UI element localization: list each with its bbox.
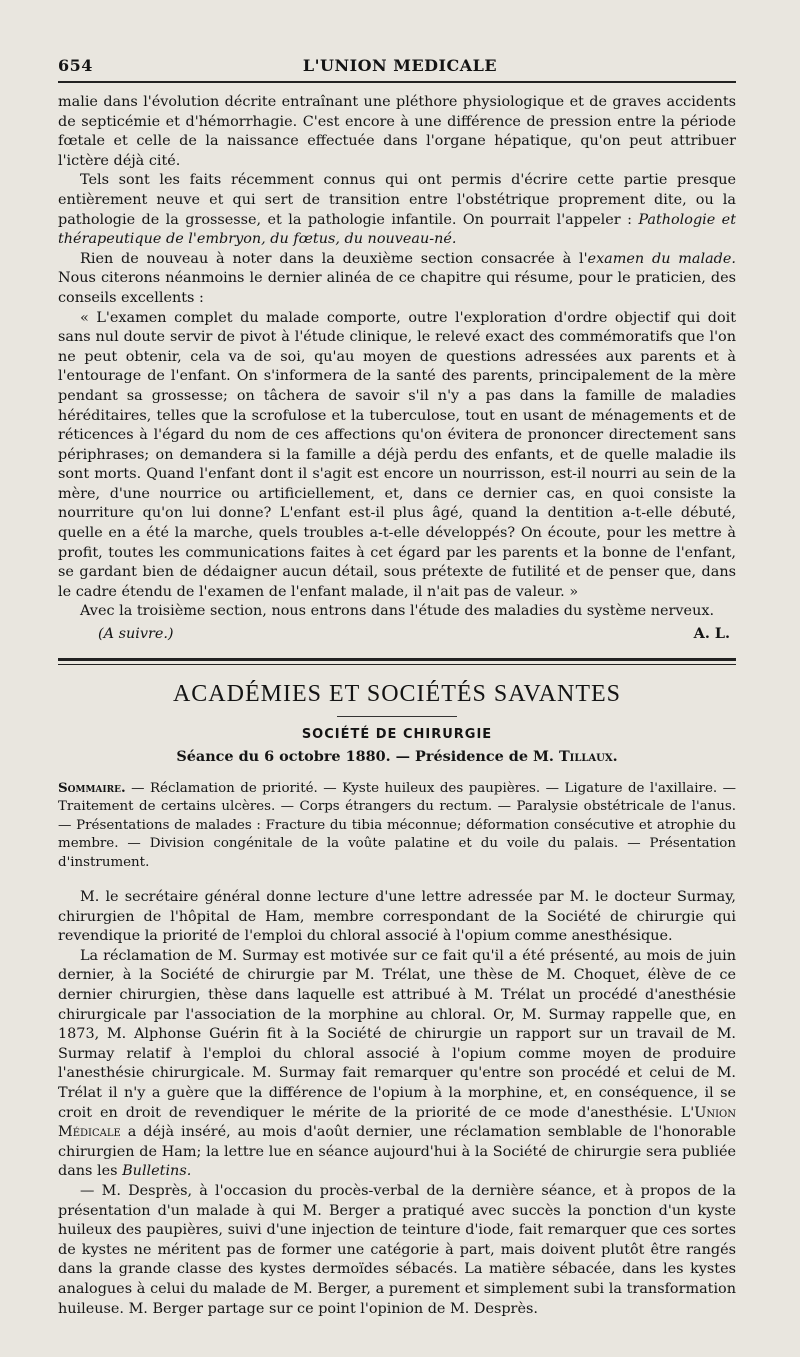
- paragraph: Avec la troisième section, nous entrons dans l'étude des maladies du système nerveux.: [80, 603, 715, 620]
- italic-phrase: examen du malade.: [587, 250, 736, 267]
- session-text: Séance du 6 octobre 1880. — Présidence de M.: [176, 748, 559, 766]
- section-divider: [58, 658, 736, 665]
- paragraph-text: La réclamation de M. Surmay est motivée sur ce fait qu'il a été présenté, au mois de juin dernier, à la Société de chirurgie par M. Trélat, une thèse de M. Choquet, élève de ce dernier chirurgien, thèse dans laquelle est attribué à M. Trélat un procédé d'anesthésie chirurgicale par l'association de la morphine au chloral. Or, M. Surmay rappelle que, en 1873, M. Alphonse Guérin fit à la Société de chirurgie un rapport sur un travail de M. Surmay relatif à l'emploi du chloral associé à l'opium comme moyen de produire l'anesthésie chirurgicale. M. Surmay fait remarquer qu'entre son procédé et celui de M. Trélat il n'y a guère que la différence de l'opium à la morphine, et, en conséquence, il se croit en droit de revendiquer le mérite de la priorité de ce mode d'anesthésie. L': [58, 947, 736, 1121]
- article-footer: [58, 624, 736, 644]
- author-signature: A. L.: [693, 625, 730, 643]
- summary-text: [58, 779, 736, 872]
- session-report: [58, 888, 736, 1319]
- society-name: SOCIÉTÉ DE CHIRURGIE: [301, 727, 493, 743]
- paragraph-text: a déjà inséré, au mois d'août dernier, une réclamation semblable de l'honorable chirurgien de Ham; la lettre lue en séance aujourd'hui à la Société de chirurgie sera publiée dans les: [58, 1124, 736, 1180]
- president-name: Tillaux.: [558, 748, 618, 766]
- summary: [58, 779, 736, 872]
- paragraph: malie dans l'évolution décrite entraînant une pléthore physiologique et de graves accidents de septicémie et d'hémorrhagie. C'est encore à une différence de pression entre la période fœtale et celle de la naissance effectuée dans l'organe hépatique, qu'on peut attribuer l'ictère déjà cité.: [58, 94, 736, 169]
- paragraph-text: Nous citerons néanmoins le dernier alinéa de ce chapitre qui résume, pour le praticien, des conseils excellents :: [58, 270, 736, 306]
- page-number: 654: [58, 56, 93, 75]
- italic-phrase: Bulletins.: [122, 1163, 192, 1180]
- paragraph: [58, 250, 736, 309]
- paragraph-text: Rien de nouveau à noter dans la deuxième section consacrée à l': [80, 250, 588, 267]
- italic-title: Pathologie et thérapeutique de l'embryon, du fœtus, du nouveau-né.: [58, 211, 736, 248]
- summary-label: Sommaire.: [58, 780, 126, 797]
- to-be-continued: (A suivre.): [98, 626, 174, 643]
- session-line: [58, 748, 736, 765]
- paragraph: [58, 947, 736, 1182]
- paragraph: [58, 171, 736, 249]
- paragraph-text: Tels sont les faits récemment connus qui ont permis d'écrire cette partie presque entièrement neuve et qui sert de transition entre l'obstétrique proprement dite, ou la pathologie de la grossesse, et la pathologie infantile. On pourrait l'appeler :: [58, 172, 736, 228]
- quotation: « L'examen complet du malade comporte, outre l'exploration d'ordre objectif qui doit sans nul doute servir de pivot à l'étude clinique, le relevé exact des commémoratifs que l'on ne peut obtenir, cela va de soi, qu'au moyen de questions adressées aux parents et à l'entourage de l'enfant. On s'informera de la santé des parents, principalement de la mère pendant sa grossesse; on tâchera de savoir s'il n'y a pas dans la famille de maladies héréditaires, telles que la scrofulose et la tuberculose, tout en usant de ménagements et de réticences à l'égard du nom de ces affections qu'on évitera de prononcer directement sans périphrases; on demandera si la famille a déjà perdu des enfants, et de quelle maladie ils sont morts. Quand l'enfant dont il s'agit est encore un nourrisson, est-il nourri au sein de la mère, d'une nourrice ou artificiellement, et, dans ce dernier cas, en quoi consiste la nourriture qu'on lui donne? L'enfant est-il plus âgé, quand la dentition a-t-elle débuté, quelle en a été la marche, quels troubles a-t-elle développés? On écoute, pour les mettre à profit, toutes les communications faites à cet égard par les parents et la bonne de l'enfant, se gardant bien de dédaigner aucun détail, sous prétexte de futilité et de penser que, dans le cadre étendu de l'examen de l'enfant malade, il n'ait pas de valeur. »: [58, 309, 736, 600]
- article-continuation: [58, 93, 736, 644]
- paragraph: M. le secrétaire général donne lecture d'une lettre adressée par M. le docteur Surmay, chirurgien de l'hôpital de Ham, membre correspondant de la Société de chirurgie qui revendique la priorité de l'emploi du chloral associé à l'opium comme anesthésique.: [58, 889, 736, 945]
- running-header: [58, 56, 736, 83]
- journal-title: L'UNION MEDICALE: [302, 56, 498, 75]
- journal-name: Union Médicale: [58, 1104, 736, 1141]
- section-heading: ACADÉMIES ET SOCIÉTÉS SAVANTES: [172, 681, 622, 708]
- summary-body: — Réclamation de priorité. — Kyste huileux des paupières. — Ligature de l'axillaire. — Traitement de certains ulcères. — Corps étrangers du rectum. — Paralysie obstétricale de l'anus. — Présentations de malades : Fracture du tibia méconnue; déformation consécutive et atrophie du membre. — Division congénitale de la voûte palatine et du voile du palais. — Présentation d'instrument.: [58, 781, 736, 870]
- heading-rule: [337, 716, 457, 717]
- paragraph: — M. Desprès, à l'occasion du procès-verbal de la dernière séance, et à propos de la présentation d'un malade à qui M. Berger a pratiqué avec succès la ponction d'un kyste huileux des paupières, suivi d'une injection de teinture d'iode, fait remarquer que ces sortes de kystes ne méritent pas de former une catégorie à part, mais doivent plutôt être rangés dans la grande classe des kystes dermoïdes sébacés. La matière sébacée, dans les kystes analogues à celui du malade de M. Berger, a purement et simplement subi la transformation huileuse. M. Berger partage sur ce point l'opinion de M. Desprès.: [58, 1182, 736, 1317]
